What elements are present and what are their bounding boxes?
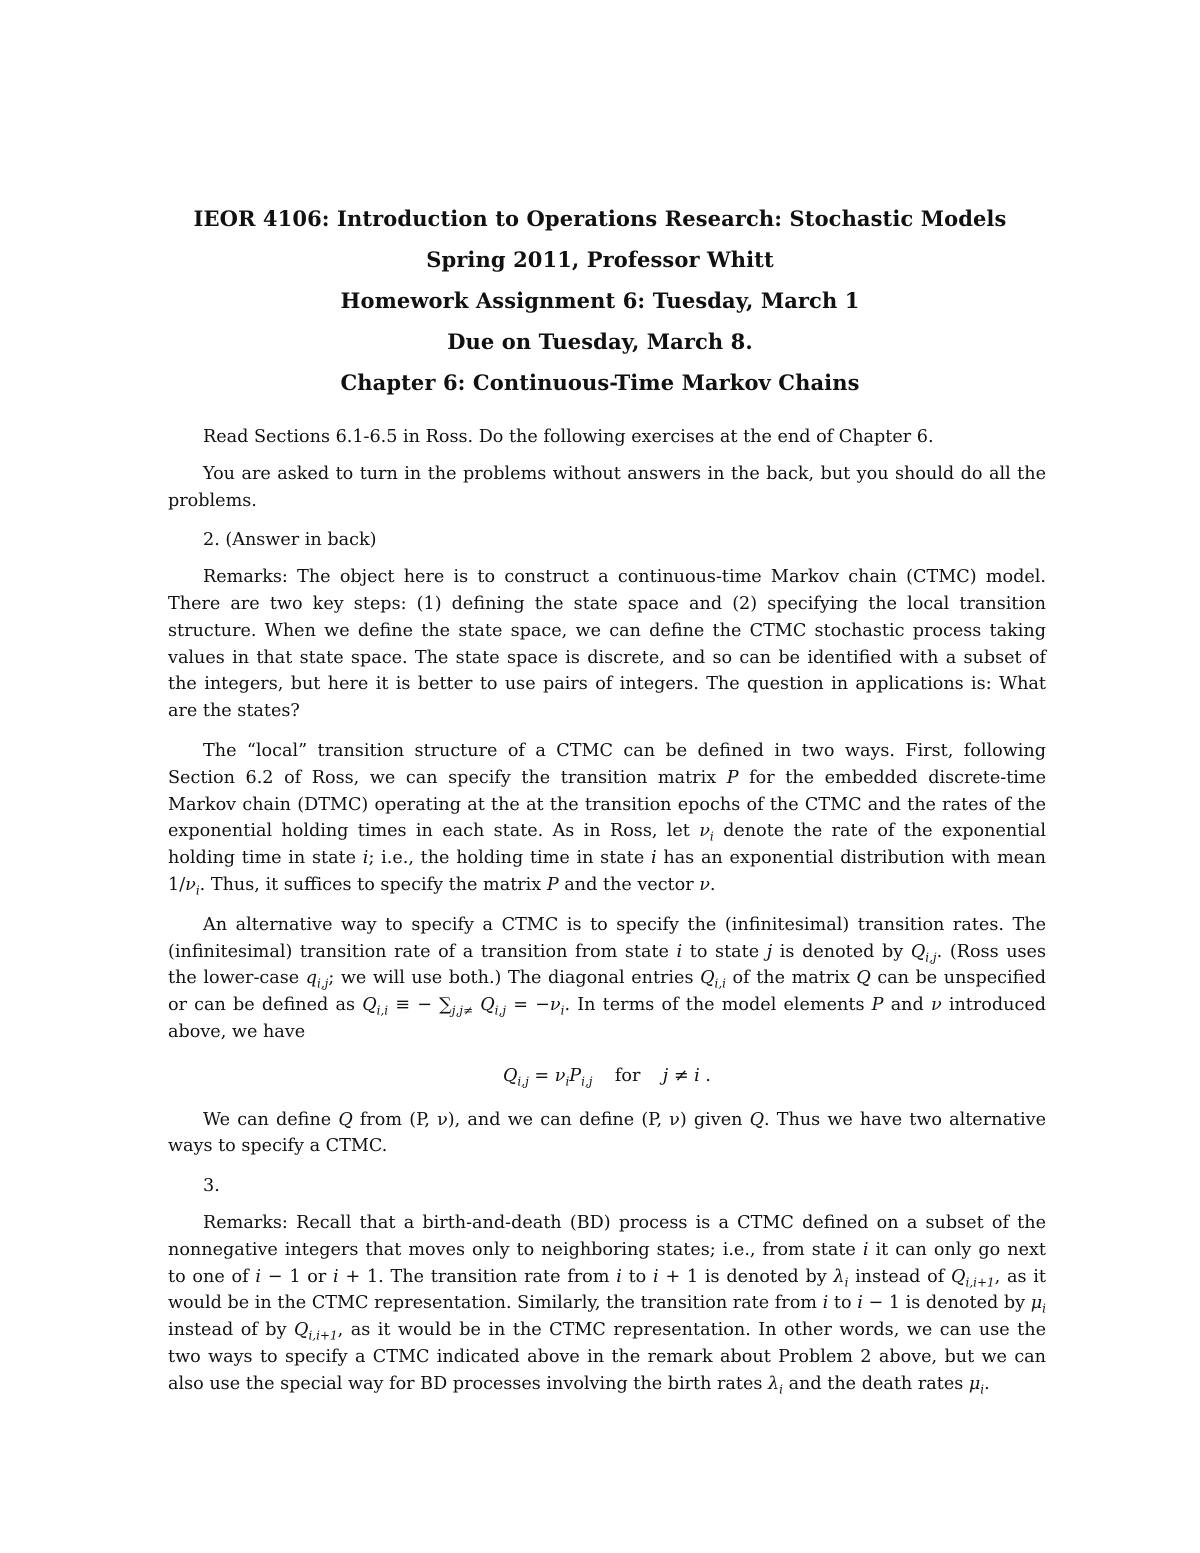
- chapter-line: Chapter 6: Continuous-Time Markov Chains: [340, 370, 860, 395]
- rate-equation: $Q_{i,j} = \nu_iP_{i,j}$ for j ≠ i .: [502, 1065, 711, 1089]
- turn-in-instruction: You are asked to turn in the problems without answers in the back, but you should do all the problems.: [168, 463, 1046, 511]
- problem-2-remarks-state-space: Remarks: The object here is to construct a continuous-time Markov chain (CTMC) model. There are two key steps: (1) defining the state space and (2) specifying the local transition structure. When we define the state space, we can define the CTMC stochastic process taking values in that state space. The state space is discrete, and so can be identified with a subset of the integers, but here it is better to use pairs of integers. The question in applications is: What are the states?: [168, 567, 1046, 722]
- problem-3-remarks-birth-death: Remarks: Recall that a birth-and-death (BD) process is a CTMC defined on a subset of the nonnegative integers that moves only to neighboring states; i.e., from state i it can only go next to one of i − 1 or i + 1. The transition rate from i to i + 1 is denoted by $\lambda_i$ instead of $Q_{i,i+1}$, as it would be in the CTMC representation. Similarly, the transition rate from i to i − 1 is denoted by $\mu_i$ instead of by $Q_{i,i+1}$, as it would be in the CTMC representation. In other words, we can use the two ways to specify a CTMC indicated above in the remark about Problem 2 above, but we can also use the special way for BD processes involving the birth rates $\lambda_i$ and the death rates $\mu_i$.: [168, 1212, 1047, 1397]
- reading-instruction: Read Sections 6.1-6.5 in Ross. Do the following exercises at the end of Chapter 6.: [203, 427, 934, 447]
- course-title: IEOR 4106: Introduction to Operations Research: Stochastic Models: [193, 206, 1007, 231]
- title-block: [0, 206, 1200, 411]
- problem-2-heading: 2. (Answer in back): [203, 530, 377, 551]
- problem-2-remarks-transition-rates: An alternative way to specify a CTMC is to specify the (infinitesimal) transition rates. The (infinitesimal) transition rate of a transition from state i to state j is denoted by $Q_{i,j}$. (Ross uses the lower-case $q_{i,j}$; we will use both.) The diagonal entries $Q_{i,i}$ of the matrix Q can be unspecified or can be defined as $Q_{i,i}$ ≡ − $\sum_{j,j\ne}$ $Q_{i,j} = -\nu_i$. In terms of the model elements P and ν introduced above, we have: [168, 914, 1047, 1042]
- problem-2-remarks-local-structure: The “local” transition structure of a CTMC can be defined in two ways. First, following Section 6.2 of Ross, we can specify the transition matrix P for the embedded discrete-time Markov chain (DTMC) operating at the at the transition epochs of the CTMC and the rates of the exponential holding times in each state. As in Ross, let $\nu_i$ denote the rate of the exponential holding time in state i; i.e., the holding time in state i has an exponential distribution with mean $1/\nu_i$. Thus, it suffices to specify the matrix P and the vector ν.: [168, 740, 1047, 898]
- problem-3-heading: 3.: [203, 1176, 220, 1197]
- document-body: [168, 424, 1046, 1411]
- term-line: Spring 2011, Professor Whitt: [426, 247, 774, 272]
- assignment-line: Homework Assignment 6: Tuesday, March 1: [340, 288, 860, 313]
- due-line: Due on Tuesday, March 8.: [447, 329, 753, 354]
- problem-2-remarks-equivalence: We can define Q from (P, ν), and we can define (P, ν) given Q. Thus we have two alternative ways to specify a CTMC.: [168, 1109, 1046, 1157]
